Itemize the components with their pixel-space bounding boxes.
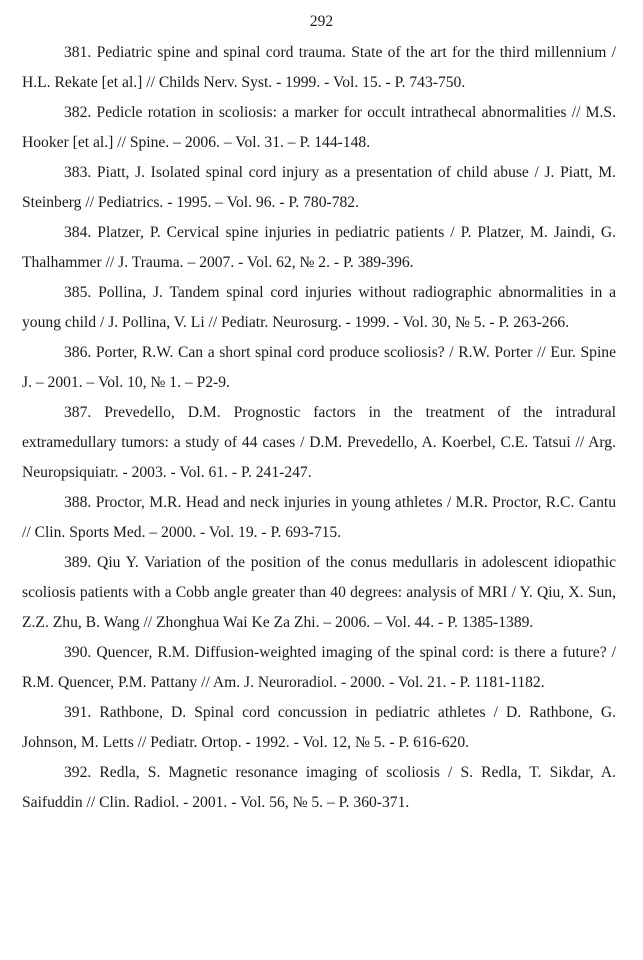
reference-entry: 392. Redla, S. Magnetic resonance imaging of scoliosis / S. Redla, T. Sikdar, A. Saifuddin // Clin. Radiol. - 2001. - Vol. 56, № 5. – P. 360-371. [22, 764, 616, 811]
reference-entry: 389. Qiu Y. Variation of the position of the conus medullaris in adolescent idiopathic scoliosis patients with a Cobb angle greater than 40 degrees: analysis of MRI / Y. Qiu, X. Sun, Z.Z. Zhu, B. Wang // Zhonghua Wai Ke Za Zhi. – 2006. – Vol. 44. - P. 1385-1389. [22, 554, 616, 631]
reference-entry: 390. Quencer, R.M. Diffusion-weighted imaging of the spinal cord: is there a future? / R.M. Quencer, P.M. Pattany // Am. J. Neuroradiol. - 2000. - Vol. 21. - P. 1181-1182. [22, 644, 616, 691]
reference-entry: 383. Piatt, J. Isolated spinal cord injury as a presentation of child abuse / J. Piatt, M. Steinberg // Pediatrics. - 1995. – Vol. 96. - P. 780-782. [22, 164, 616, 211]
reference-entry: 386. Porter, R.W. Can a short spinal cord produce scoliosis? / R.W. Porter // Eur. Spine J. – 2001. – Vol. 10, № 1. – P2-9. [22, 344, 616, 391]
reference-entry: 388. Proctor, M.R. Head and neck injuries in young athletes / M.R. Proctor, R.C. Cantu // Clin. Sports Med. – 2000. - Vol. 19. - P. 693-715. [22, 494, 616, 541]
reference-list [22, 38, 616, 818]
page-number: 292 [309, 13, 334, 30]
reference-entry: 385. Pollina, J. Tandem spinal cord injuries without radiographic abnormalities in a young child / J. Pollina, V. Li // Pediatr. Neurosurg. - 1999. - Vol. 30, № 5. - P. 263-266. [22, 284, 616, 331]
reference-entry: 387. Prevedello, D.M. Prognostic factors in the treatment of the intradural extramedullary tumors: a study of 44 cases / D.M. Prevedello, A. Koerbel, C.E. Tatsui // Arg. Neuropsiquiatr. - 2003. - Vol. 61. - P. 241-247. [22, 404, 616, 481]
reference-entry: 382. Pedicle rotation in scoliosis: a marker for occult intrathecal abnormalities // M.S. Hooker [et al.] // Spine. – 2006. – Vol. 31. – P. 144-148. [22, 104, 616, 151]
reference-entry: 381. Pediatric spine and spinal cord trauma. State of the art for the third millennium / H.L. Rekate [et al.] // Childs Nerv. Syst. - 1999. - Vol. 15. - P. 743-750. [22, 44, 616, 91]
reference-entry: 391. Rathbone, D. Spinal cord concussion in pediatric athletes / D. Rathbone, G. Johnson, M. Letts // Pediatr. Ortop. - 1992. - Vol. 12, № 5. - P. 616-620. [22, 704, 616, 751]
reference-entry: 384. Platzer, P. Cervical spine injuries in pediatric patients / P. Platzer, M. Jaindi, G. Thalhammer // J. Trauma. – 2007. - Vol. 62, № 2. - P. 389-396. [22, 224, 616, 271]
